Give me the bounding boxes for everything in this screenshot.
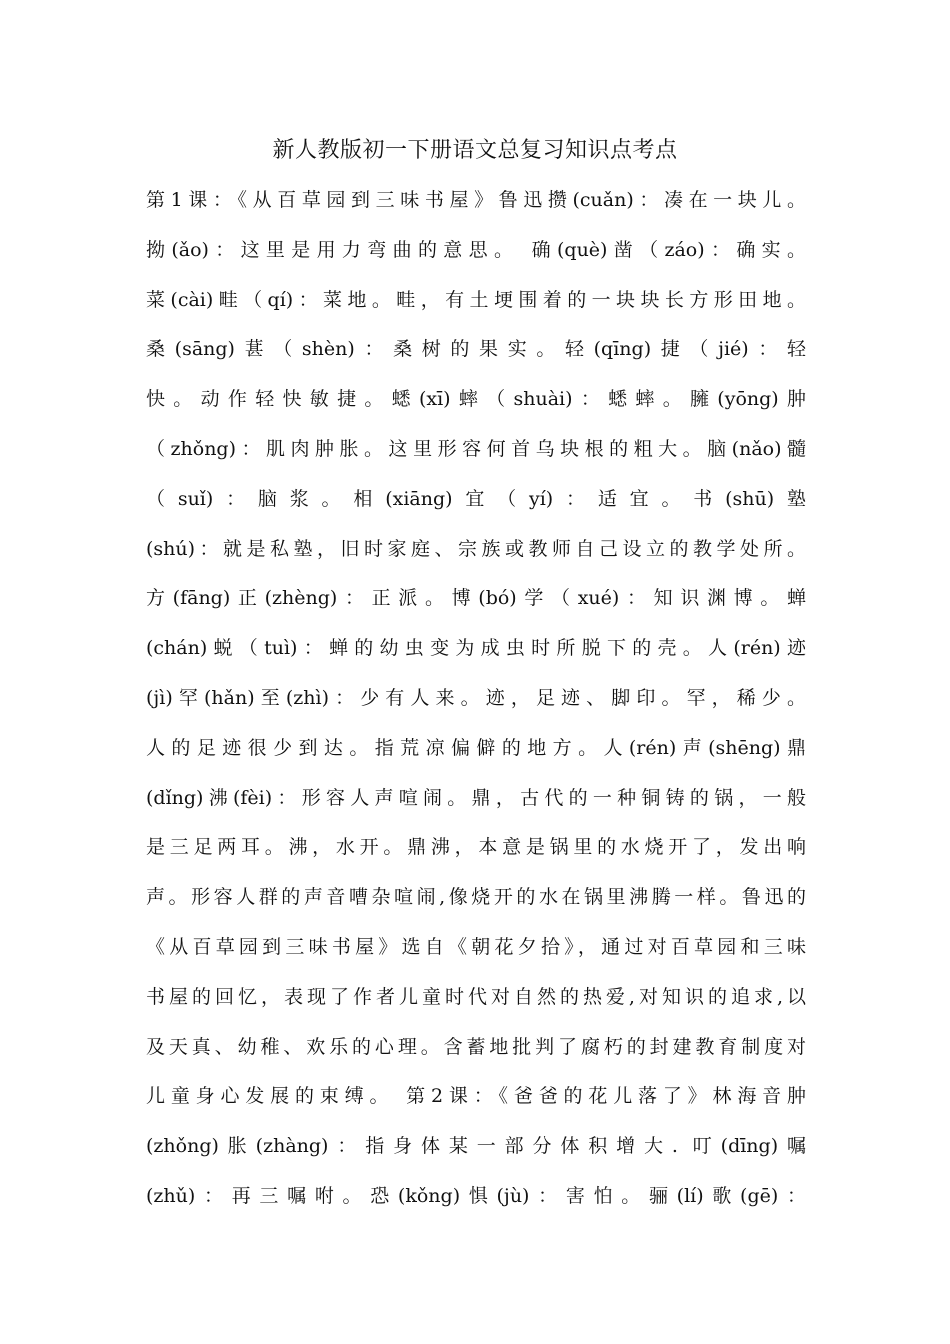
text-line: 第1课：《从百草园到三味书屋》鲁迅攒(cuǎn)：凑在一块儿。 [146, 189, 806, 211]
text-line: 及天真、幼稚、欢乐的心理。含蓄地批判了腐朽的封建教育制度对 [146, 1035, 806, 1058]
text-line: 人的足迹很少到达。指荒凉偏僻的地方。人(rén)声(shēng)鼎 [146, 736, 806, 759]
document-body [146, 180, 806, 1226]
text-line: 儿童身心发展的束缚。 第2课：《爸爸的花儿落了》林海音肿 [146, 1085, 806, 1108]
text-line: (jì)罕(hǎn)至(zhì)：少有人来。迹，足迹、脚印。罕，稀少。 [146, 686, 806, 709]
text-line: 拗(ǎo)：这里是用力弯曲的意思。 确(què)凿（záo)：确实。 [146, 238, 806, 261]
text-line: (zhǒng)胀(zhàng)：指身体某一部分体积增大. 叮(dīng)嘱 [146, 1135, 806, 1158]
text-line: （suǐ)：脑浆。相(xiāng)宜（yí)：适宜。书(shū)塾 [146, 487, 806, 510]
text-line: (zhǔ)：再三嘱咐。恐(kǒng)惧(jù)：害怕。骊(lí)歌(gē)： [146, 1184, 806, 1207]
text-line: （zhǒng)：肌肉肿胀。这里形容何首乌块根的粗大。脑(nǎo)髓 [146, 437, 806, 460]
text-line: 菜(cài)畦（qí)：菜地。畦，有土埂围着的一块块长方形田地。 [146, 288, 806, 311]
text-line: 桑(sāng)葚（shèn)：桑树的果实。轻(qīng)捷（jié)：轻 [146, 338, 806, 361]
text-line: 方(fāng)正(zhèng)：正派。博(bó)学（xué)：知识渊博。蝉 [146, 587, 806, 610]
text-line: 书屋的回忆，表现了作者儿童时代对自然的热爱,对知识的追求,以 [146, 985, 806, 1008]
text-line: (chán)蜕（tuì)：蝉的幼虫变为成虫时所脱下的壳。人(rén)迹 [146, 637, 806, 660]
text-line: 声。形容人群的声音嘈杂喧闹,像烧开的水在锅里沸腾一样。鲁迅的 [146, 886, 806, 909]
text-line: 快。动作轻快敏捷。蟋(xī)蟀（shuài)：蟋蟀。臃(yōng)肿 [146, 388, 806, 411]
text-line: 《从百草园到三味书屋》选自《朝花夕拾》，通过对百草园和三味 [146, 935, 806, 958]
text-line: (dǐng)沸(fèi)：形容人声喧闹。鼎，古代的一种铜铸的锅，一般 [146, 786, 806, 809]
document-title: 新人教版初一下册语文总复习知识点考点 [272, 138, 678, 163]
text-line: (shú)：就是私塾，旧时家庭、宗族或教师自己设立的教学处所。 [146, 537, 806, 560]
text-line: 是三足两耳。沸，水开。鼎沸，本意是锅里的水烧开了，发出响 [146, 836, 806, 859]
